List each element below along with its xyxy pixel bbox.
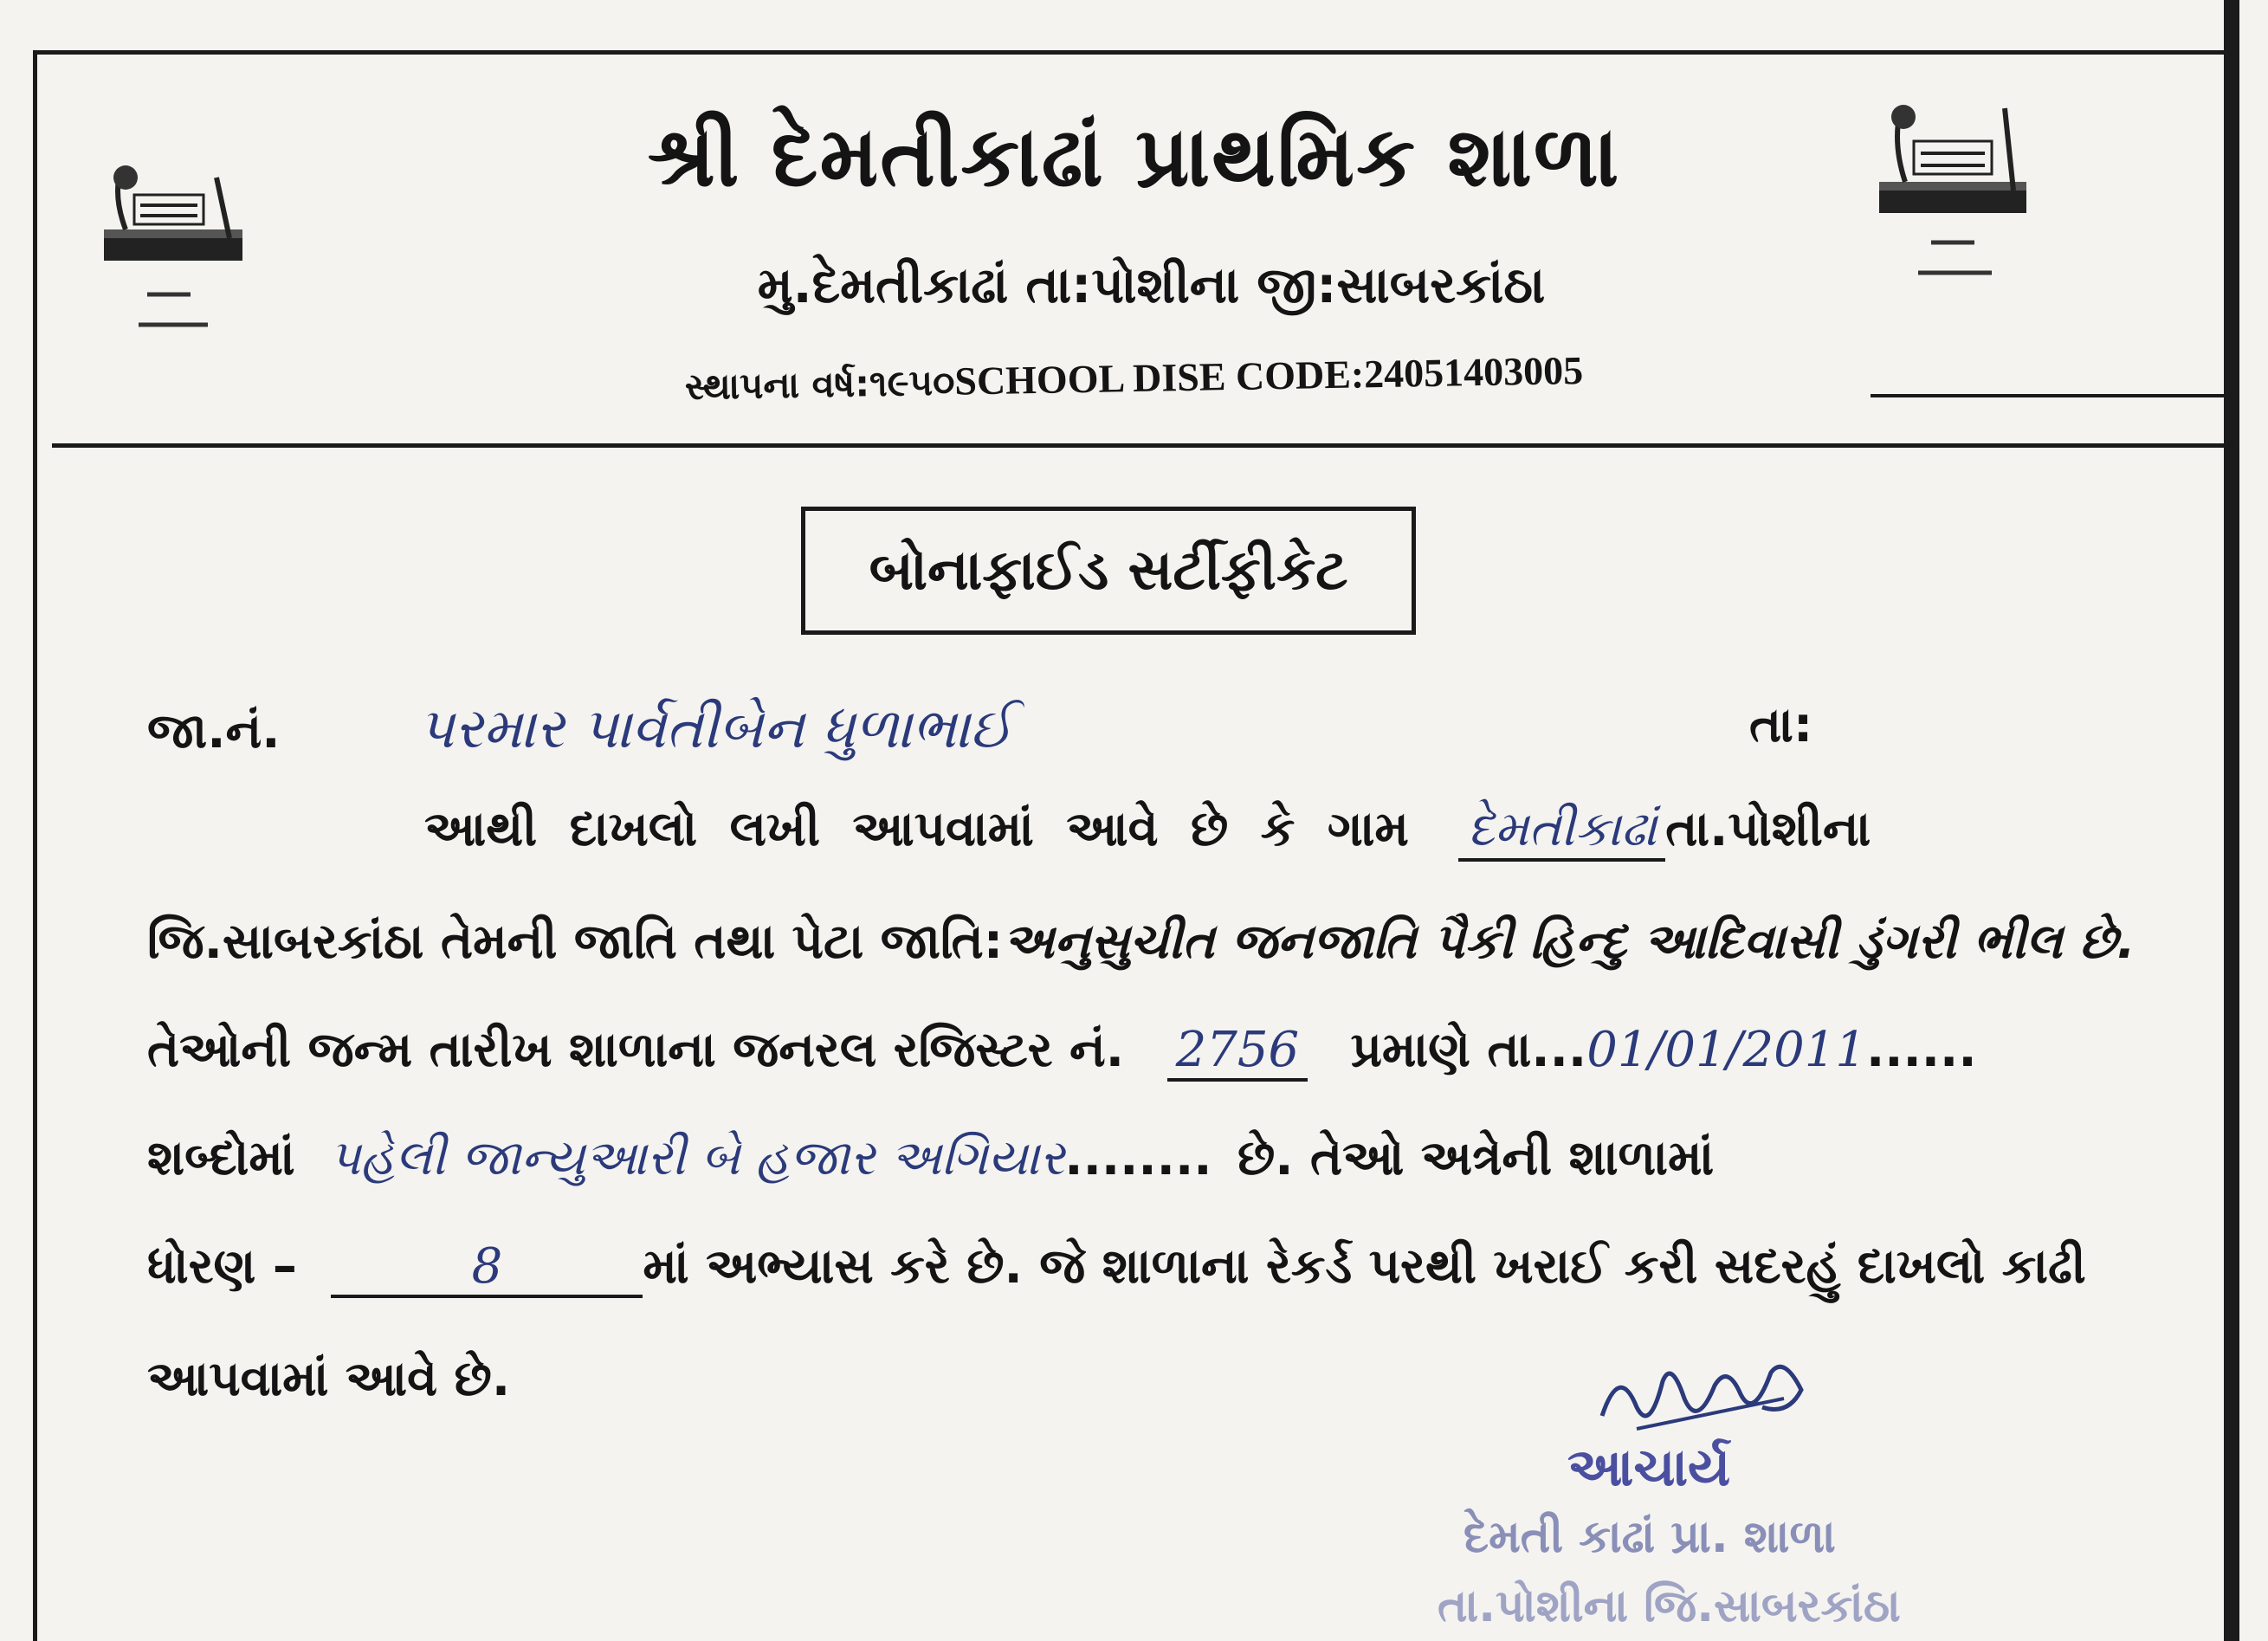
stamp-title: આચાર્ય	[1567, 1437, 1731, 1498]
line5-tail: માં અભ્યાસ કરે છે. જે શાળાના રેકર્ડ પરથી ખરાઈ કરી સદરહું દાખલો કાઢી	[643, 1238, 2086, 1295]
signature-icon	[1585, 1347, 1827, 1450]
pramane-text: પ્રમાણે તા...	[1350, 1022, 1587, 1078]
certificate-title: બોનાફાઈડ સર્ટીફીકેટ	[801, 507, 1416, 635]
date-label: તા:	[1749, 697, 1813, 753]
established-label: સ્થાપના વર્ષ:૧૯૫૦	[684, 360, 955, 409]
dise-code: SCHOOL DISE CODE:24051403005	[953, 347, 1584, 404]
body-line-4: શબ્દોમાં પહેલી જાન્યુઆરી બે હજાર અગિયાર........ છે. તેઓ અત્રેની શાળામાં	[147, 1130, 1715, 1186]
jaa-no-label: જા.નં.	[147, 703, 281, 759]
body-line-5	[147, 1238, 2122, 1298]
school-address: મુ.દેમતીકાઢાં તા:પોશીના જી:સાબરકાંઠા	[757, 255, 1546, 314]
body-line-2	[147, 914, 2136, 971]
words-label: શબ્દોમાં	[147, 1130, 295, 1186]
reference-line	[147, 697, 2122, 761]
header-divider	[52, 443, 2234, 448]
stamp-school: દેમતી કાઢાં પ્રા. શાળા	[1464, 1511, 1836, 1563]
body-line-1	[424, 801, 2122, 862]
standard-label: ધોરણ –	[147, 1238, 297, 1295]
village-field: દેમતીકાઢાં	[1458, 801, 1665, 862]
line2-text: જિ.સાબરકાંઠા તેમની જાતિ તથા પેટા જાતિ:	[147, 914, 1004, 970]
standard-value: 8	[331, 1238, 643, 1298]
scan-edge	[2224, 0, 2239, 1641]
line1-tail: તા.પોશીના	[1665, 801, 1871, 857]
student-name: પરમાર પાર્વતીબેન ધુળાભાઈ	[417, 697, 1013, 761]
line6-text: આપવામાં આવે છે.	[147, 1351, 511, 1407]
line3-text: તેઓની જન્મ તારીખ શાળાના જનરલ રજિસ્ટર નં.	[147, 1022, 1125, 1078]
school-name: શ્રી દેમતીકાઢાં પ્રાથમિક શાળા	[647, 108, 1621, 205]
birth-date: 01/01/2011	[1586, 1022, 1866, 1078]
stamp-location: તા.પોશીના જિ.સાબરકાંઠા	[1438, 1580, 1901, 1632]
header-divider-right	[1871, 394, 2226, 397]
body-line-3: તેઓની જન્મ તારીખ શાળાના જનરલ રજિસ્ટર નં. 2756 પ્રમાણે તા...01/01/2011......	[147, 1022, 2122, 1082]
line1-text: આથી દાખલો લખી આપવામાં આવે છે કે ગામ	[424, 801, 1409, 857]
caste-text: અનુસુચીત જનજાતિ પૈકી હિન્દુ આદિવાસી ડુંગરી ભીલ છે.	[1003, 914, 2136, 970]
line4-tail: છે. તેઓ અત્રેની શાળામાં	[1237, 1130, 1715, 1186]
register-number: 2756	[1167, 1022, 1308, 1082]
birth-date-words: પહેલી જાન્યુઆરી બે હજાર અગિયાર	[329, 1130, 1065, 1186]
